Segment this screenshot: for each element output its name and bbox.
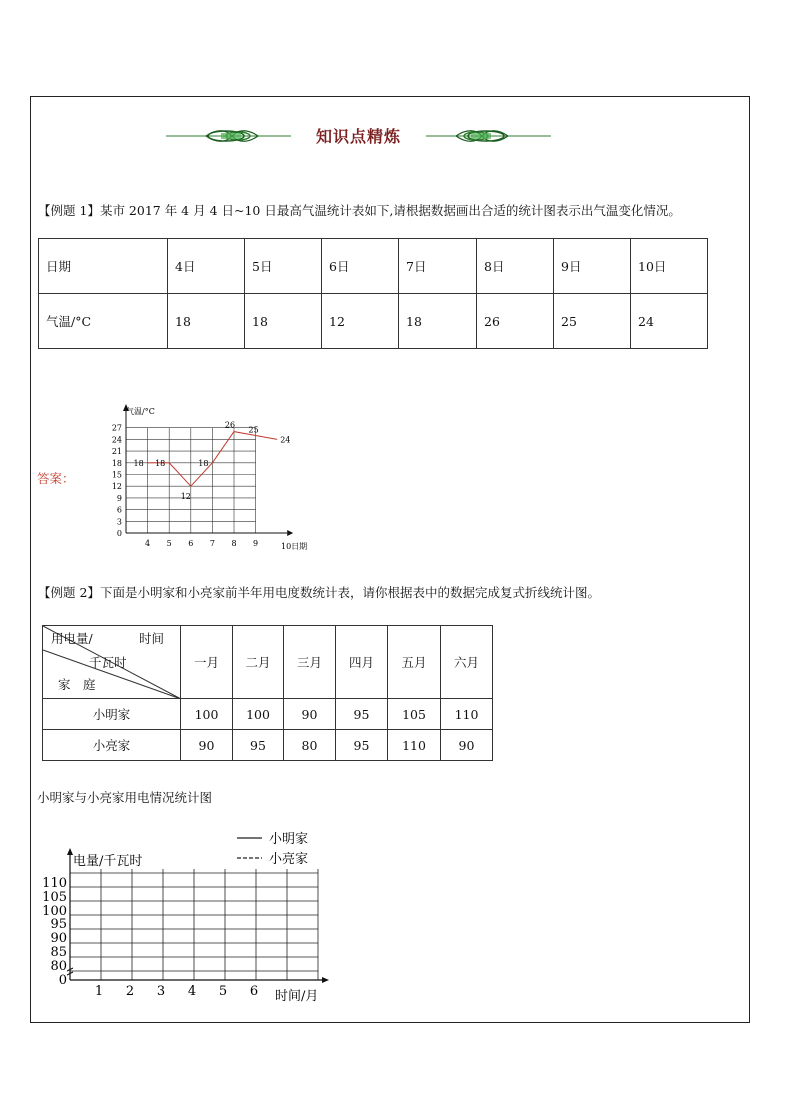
x-tick-label: 1 xyxy=(94,984,104,999)
table-cell: 90 xyxy=(181,730,233,761)
data-label: 12 xyxy=(180,492,191,502)
table-cell: 18 xyxy=(399,294,477,349)
chart-axes xyxy=(123,404,293,536)
y-tick-label: 80 xyxy=(50,959,67,974)
family-name-cell: 小亮家 xyxy=(43,730,181,761)
table-cell: 110 xyxy=(388,730,441,761)
y-tick-label: 100 xyxy=(42,904,67,919)
x-tick-label: 2 xyxy=(125,984,135,999)
table-cell: 95 xyxy=(336,730,388,761)
table-cell: 5日 xyxy=(245,239,322,294)
answer-label: 答案： xyxy=(37,471,75,486)
month-header: 三月 xyxy=(284,626,336,699)
table-row xyxy=(39,239,708,294)
x-tick-label: 9 xyxy=(253,539,259,548)
table-cell: 95 xyxy=(336,699,388,730)
month-header: 六月 xyxy=(441,626,493,699)
x-tick-labels xyxy=(95,984,258,999)
content-frame xyxy=(30,96,750,1023)
table-cell: 100 xyxy=(233,699,284,730)
x-tick-label: 5 xyxy=(218,984,228,999)
data-label: 18 xyxy=(133,458,144,468)
chart-title: 小明家与小亮家用电情况统计图 xyxy=(37,790,213,805)
table-cell: 110 xyxy=(441,699,493,730)
table-cell: 100 xyxy=(181,699,233,730)
corner-family-label: 家 庭 xyxy=(58,677,96,692)
y-tick-label: 0 xyxy=(116,529,122,538)
table-cell: 25 xyxy=(554,294,631,349)
data-label: 24 xyxy=(280,435,291,445)
table-cell: 8日 xyxy=(477,239,554,294)
right-ornament-icon xyxy=(426,129,551,143)
table-cell: 105 xyxy=(388,699,441,730)
legend-dashed-label: 小亮家 xyxy=(269,852,309,867)
corner-header-cell xyxy=(43,626,181,699)
month-header: 四月 xyxy=(336,626,388,699)
y-tick-label: 15 xyxy=(111,470,122,480)
y-axis-arrow-icon xyxy=(67,848,73,855)
data-label: 25 xyxy=(248,425,259,435)
table-cell: 4日 xyxy=(168,239,245,294)
x-tick-label: 4 xyxy=(145,539,151,548)
table-row xyxy=(43,626,493,699)
chart-grid xyxy=(70,869,318,980)
y-tick-label: 85 xyxy=(50,945,67,960)
x-axis-label: 10日期 xyxy=(281,542,308,551)
x-axis-arrow-icon xyxy=(322,977,329,983)
electricity-chart xyxy=(39,825,359,1010)
table-cell: 95 xyxy=(233,730,284,761)
x-tick-label: 7 xyxy=(209,539,215,548)
example1-question xyxy=(38,201,681,219)
y-tick-label: 0 xyxy=(58,973,67,988)
y-tick-labels xyxy=(112,424,122,538)
y-axis-label: 气温/°C xyxy=(126,407,155,416)
data-label: 18 xyxy=(198,458,209,468)
example2-text: 下面是小明家和小亮家前半年用电度数统计表，请你根据表中的数据完成复式折线统计图。 xyxy=(99,585,600,600)
y-tick-label: 105 xyxy=(42,890,67,905)
section-header xyxy=(31,119,749,149)
example2-question xyxy=(38,583,600,601)
table-cell: 24 xyxy=(631,294,708,349)
table-cell: 7日 xyxy=(399,239,477,294)
table-cell: 18 xyxy=(168,294,245,349)
temperature-chart xyxy=(83,401,308,553)
example1-text: 某市 2017 年 4 月 4 日~10 日最高气温统计表如下,请根据数据画出合适的统计图表示出气温变化情况。 xyxy=(99,203,681,218)
month-header: 五月 xyxy=(388,626,441,699)
table-cell: 9日 xyxy=(554,239,631,294)
x-axis-label: 时间/月 xyxy=(275,989,319,1004)
x-axis-arrow-icon xyxy=(287,530,293,536)
temperature-table xyxy=(38,238,708,349)
y-tick-label: 110 xyxy=(42,876,67,891)
y-tick-label: 3 xyxy=(116,517,122,527)
table-cell: 80 xyxy=(284,730,336,761)
y-tick-label: 90 xyxy=(50,931,67,946)
x-tick-label: 8 xyxy=(231,539,237,548)
x-tick-label: 6 xyxy=(188,539,194,548)
corner-usage-label: 用电量/ xyxy=(51,631,93,646)
x-tick-label: 4 xyxy=(187,984,197,999)
x-tick-labels xyxy=(145,539,258,548)
data-label: 18 xyxy=(155,458,166,468)
table-cell: 10日 xyxy=(631,239,708,294)
data-labels xyxy=(134,421,291,502)
y-axis-label: 电量/千瓦时 xyxy=(73,854,143,869)
y-tick-label: 27 xyxy=(111,423,122,433)
electricity-table xyxy=(42,625,493,761)
table-row xyxy=(39,294,708,349)
table-cell: 26 xyxy=(477,294,554,349)
y-tick-label: 18 xyxy=(111,458,122,468)
corner-unit-label: 千瓦时 xyxy=(89,655,127,670)
data-label: 26 xyxy=(224,420,236,430)
left-ornament-icon xyxy=(166,129,291,143)
table-cell: 18 xyxy=(245,294,322,349)
month-header: 一月 xyxy=(181,626,233,699)
x-tick-label: 6 xyxy=(249,984,259,999)
y-tick-label: 9 xyxy=(116,493,122,503)
y-tick-labels xyxy=(42,876,67,988)
y-tick-label: 95 xyxy=(50,917,67,932)
y-tick-label: 12 xyxy=(111,482,122,492)
chart-grid xyxy=(126,428,256,533)
example1-prefix: 【例题 1】 xyxy=(38,203,100,218)
table-row xyxy=(43,699,493,730)
family-name-cell: 小明家 xyxy=(43,699,181,730)
table-cell: 日期 xyxy=(39,239,168,294)
table-cell: 6日 xyxy=(322,239,399,294)
y-tick-label: 24 xyxy=(111,435,122,445)
table-row xyxy=(43,730,493,761)
y-tick-label: 6 xyxy=(116,505,122,515)
x-tick-label: 5 xyxy=(166,539,172,548)
table-cell: 90 xyxy=(441,730,493,761)
y-tick-label: 21 xyxy=(111,447,122,457)
table-cell: 12 xyxy=(322,294,399,349)
x-tick-label: 3 xyxy=(156,984,166,999)
legend-solid-label: 小明家 xyxy=(269,832,309,847)
table-cell: 90 xyxy=(284,699,336,730)
example2-prefix: 【例题 2】 xyxy=(38,585,100,600)
month-header: 二月 xyxy=(233,626,284,699)
section-title: 知识点精炼 xyxy=(316,127,402,146)
table-cell: 气温/°C xyxy=(39,294,168,349)
corner-time-label: 时间 xyxy=(139,631,165,646)
